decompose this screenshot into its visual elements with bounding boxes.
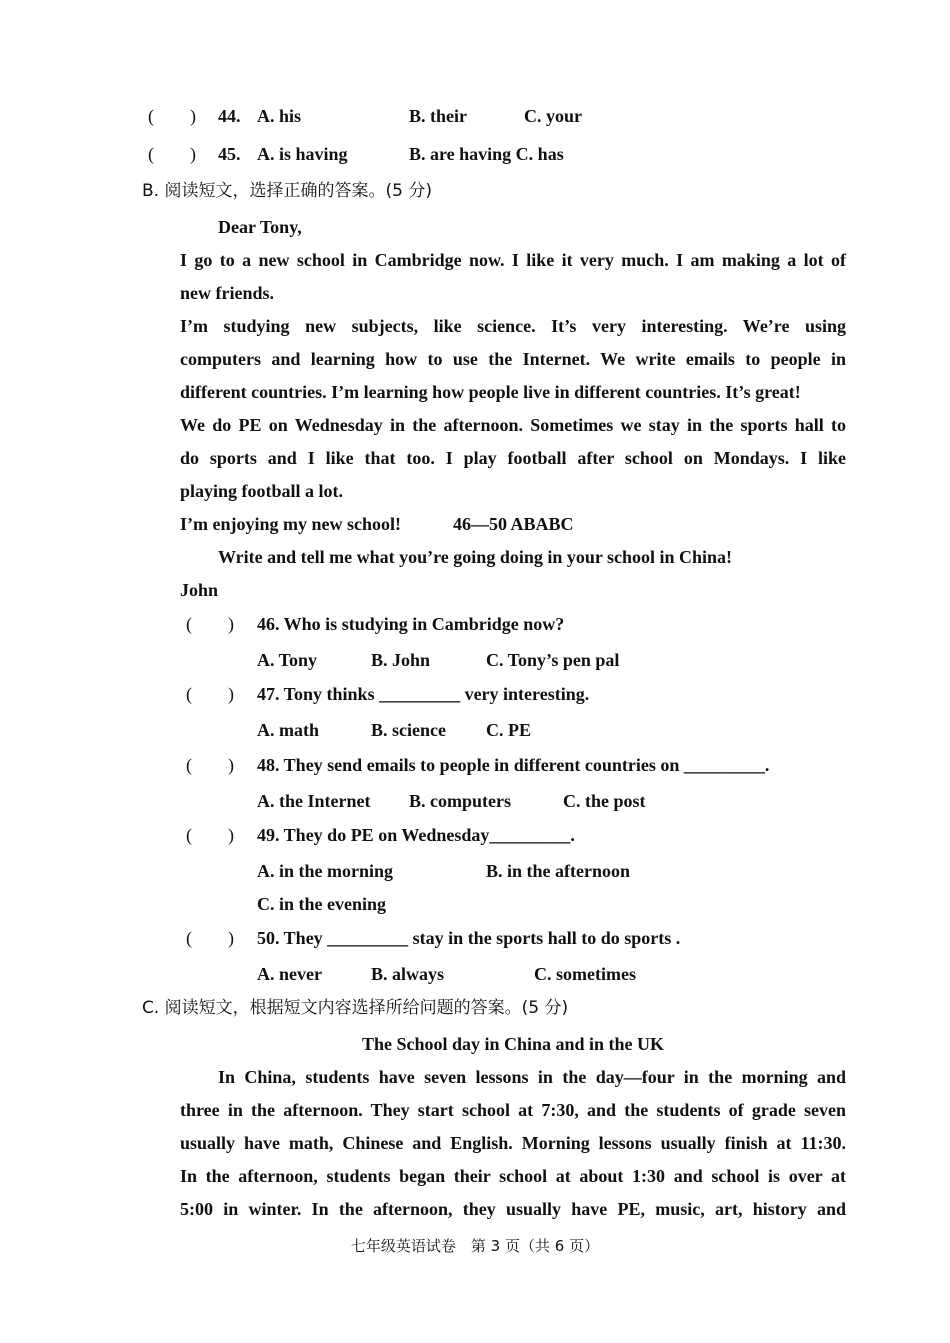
question-46: 46. Who is studying in Cambridge now? bbox=[257, 614, 565, 634]
section-c-heading: C. 阅读短文，根据短文内容选择所给问题的答案。(5 分) bbox=[142, 998, 569, 1018]
answer-paren-48: ( ) bbox=[186, 755, 234, 775]
answer-paren-47: ( ) bbox=[186, 684, 234, 704]
option-49-b: B. in the afternoon bbox=[486, 861, 630, 881]
option-50-a: A. never bbox=[257, 964, 322, 984]
answer-paren-44: ( ) bbox=[148, 106, 196, 126]
answer-paren-45: ( ) bbox=[148, 144, 196, 164]
letter-closing: Write and tell me what you’re going doing in your school in China! bbox=[218, 547, 733, 567]
letter-signature: John bbox=[180, 580, 219, 600]
option-48-a: A. the Internet bbox=[257, 791, 371, 811]
option-46-a: A. Tony bbox=[257, 650, 318, 670]
answer-paren-50: ( ) bbox=[186, 928, 234, 948]
option-48-c: C. the post bbox=[563, 791, 646, 811]
letter-greeting: Dear Tony, bbox=[218, 217, 302, 237]
question-47: 47. Tony thinks _________ very interesting. bbox=[257, 684, 590, 704]
option-47-c: C. PE bbox=[486, 720, 531, 740]
letter-line: I go to a new school in Cambridge now. I like it very much. I am making a lot of bbox=[180, 250, 846, 270]
option-45-b: B. are having C. has bbox=[409, 144, 564, 164]
option-47-a: A. math bbox=[257, 720, 319, 740]
option-48-b: B. computers bbox=[409, 791, 511, 811]
passage-line: In the afternoon, students began their school at about 1:30 and school is over at bbox=[180, 1166, 846, 1186]
option-45-a: A. is having bbox=[257, 144, 348, 164]
letter-line: playing football a lot. bbox=[180, 481, 344, 501]
letter-line: We do PE on Wednesday in the afternoon. Sometimes we stay in the sports hall to bbox=[180, 415, 846, 435]
question-48: 48. They send emails to people in different countries on _________. bbox=[257, 755, 770, 775]
option-50-c: C. sometimes bbox=[534, 964, 636, 984]
letter-line: computers and learning how to use the Internet. We write emails to people in bbox=[180, 349, 846, 369]
letter-line: different countries. I’m learning how people live in different countries. It’s great! bbox=[180, 382, 801, 402]
option-50-b: B. always bbox=[371, 964, 445, 984]
passage-line: usually have math, Chinese and English. Morning lessons usually finish at 11:30. bbox=[180, 1133, 846, 1153]
option-46-c: C. Tony’s pen pal bbox=[486, 650, 620, 670]
question-number-45: 45. bbox=[218, 144, 241, 164]
option-44-b: B. their bbox=[409, 106, 467, 126]
question-50: 50. They _________ stay in the sports hall to do sports . bbox=[257, 928, 681, 948]
option-44-a: A. his bbox=[257, 106, 302, 126]
passage-line: In China, students have seven lessons in the day—four in the morning and bbox=[218, 1067, 846, 1087]
option-49-c: C. in the evening bbox=[257, 894, 387, 914]
option-46-b: B. John bbox=[371, 650, 431, 670]
option-44-c: C. your bbox=[524, 106, 582, 126]
letter-line: I’m enjoying my new school! bbox=[180, 514, 401, 534]
option-49-a: A. in the morning bbox=[257, 861, 394, 881]
letter-line: do sports and I like that too. I play football after school on Mondays. I like bbox=[180, 448, 846, 468]
option-47-b: B. science bbox=[371, 720, 446, 740]
passage-line: three in the afternoon. They start school at 7:30, and the students of grade seven bbox=[180, 1100, 846, 1120]
letter-line: I’m studying new subjects, like science. It’s very interesting. We’re using bbox=[180, 316, 846, 336]
page-footer: 七年级英语试卷 第 3 页（共 6 页） bbox=[350, 1237, 600, 1255]
question-number-44: 44. bbox=[218, 106, 241, 126]
passage-title: The School day in China and in the UK bbox=[361, 1034, 665, 1054]
answer-key: 46—50 ABABC bbox=[453, 514, 574, 534]
letter-line: new friends. bbox=[180, 283, 274, 303]
question-49: 49. They do PE on Wednesday_________. bbox=[257, 825, 575, 845]
answer-paren-49: ( ) bbox=[186, 825, 234, 845]
section-b-heading: B. 阅读短文，选择正确的答案。(5 分) bbox=[142, 181, 432, 201]
passage-line: 5:00 in winter. In the afternoon, they usually have PE, music, art, history and bbox=[180, 1199, 846, 1219]
answer-paren-46: ( ) bbox=[186, 614, 234, 634]
